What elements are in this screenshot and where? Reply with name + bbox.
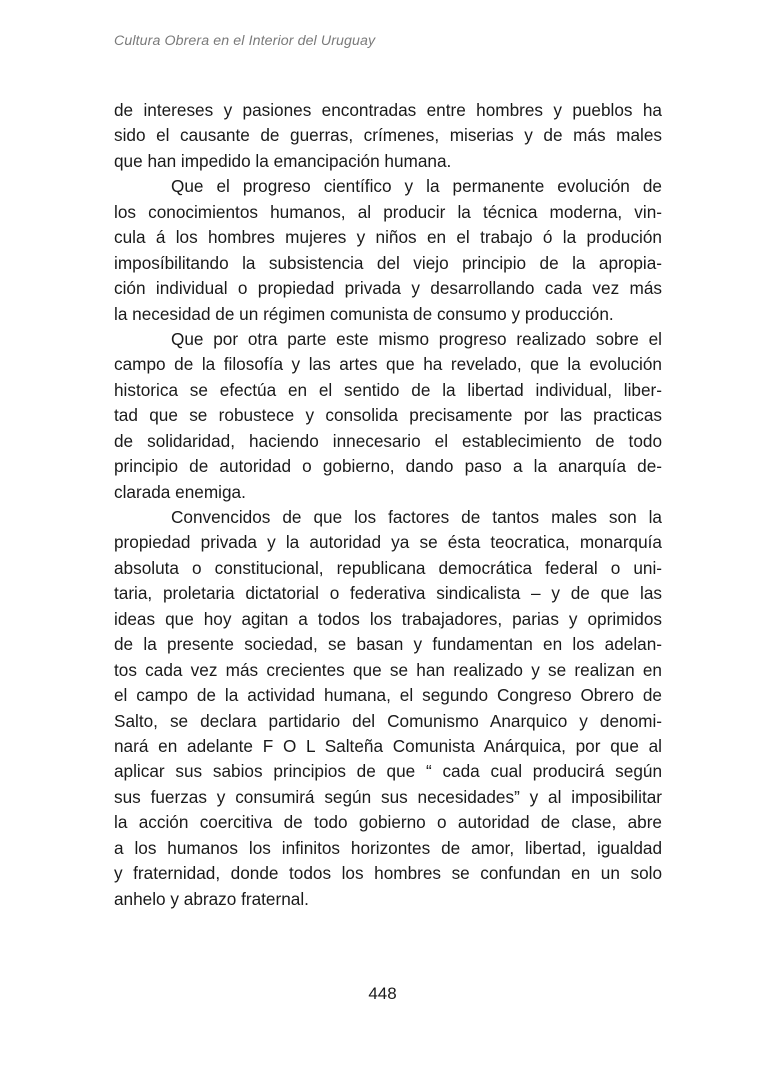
text-line: sido el causante de guerras, crímenes, miserias y de más males [114,125,662,146]
text-line: nará en adelante F O L Salteña Comunista Anárquica, por que al [114,735,662,756]
body-text [114,98,662,912]
text-line: y fraternidad, donde todos los hombres se confundan en un solo [114,863,662,884]
text-line: Que el progreso científico y la permanente evolución de [171,176,662,197]
text-line: Que por otra parte este mismo progreso realizado sobre el [171,328,662,349]
text-line: sus fuerzas y consumirá según sus necesidades” y al imposibilitar [114,786,662,807]
text-line: Convencidos de que los factores de tantos males son la [171,507,662,527]
text-line: de la presente sociedad, se basan y fundamentan en los adelan- [114,634,662,655]
paragraph [114,174,662,327]
text-line: la necesidad de un régimen comunista de consumo y producción. [114,303,614,324]
paragraph [114,505,662,912]
text-line: propiedad privada y la autoridad ya se ésta teocratica, monarquía [114,532,662,553]
text-line: que han impedido la emancipación humana. [114,150,452,171]
text-line: principio de autoridad o gobierno, dando paso a la anarquía de- [114,456,662,477]
paragraph [114,327,662,505]
text-line: de intereses y pasiones encontradas entre hombres y pueblos ha [114,100,662,120]
text-line: la acción coercitiva de todo gobierno o autoridad de clase, abre [114,812,662,833]
text-line: anhelo y abrazo fraternal. [114,888,309,909]
text-line: a los humanos los infinitos horizontes de amor, libertad, igualdad [114,837,662,858]
text-line: los conocimientos humanos, al producir la técnica moderna, vin- [114,201,662,222]
text-line: aplicar sus sabios principios de que “ cada cual producirá según [114,761,662,782]
text-line: campo de la filosofía y las artes que ha revelado, que la evolución [114,354,662,375]
text-line: ideas que hoy agitan a todos los trabajadores, parias y oprimidos [114,608,662,629]
text-line: de solidaridad, haciendo innecesario el establecimiento de todo [114,430,662,451]
text-line: imposíbilitando la subsistencia del viejo principio de la apropia- [114,252,662,273]
text-line: tos cada vez más crecientes que se han realizado y se realizan en [114,659,662,680]
text-line: Salto, se declara partidario del Comunismo Anarquico y denomi- [114,710,662,731]
running-header: Cultura Obrera en el Interior del Uruguay [114,33,376,49]
text-line: tad que se robustece y consolida precisamente por las practicas [114,405,662,426]
text-line: historica se efectúa en el sentido de la libertad individual, liber- [114,379,662,400]
paragraph [114,98,662,174]
text-line: ción individual o propiedad privada y desarrollando cada vez más [114,278,662,299]
page-number: 448 [368,984,397,1003]
text-line: absoluta o constitucional, republicana democrática federal o uni- [114,557,662,578]
text-line: el campo de la actividad humana, el segundo Congreso Obrero de [114,685,662,706]
text-line: taria, proletaria dictatorial o federativa sindicalista – y de que las [114,583,662,604]
text-line: cula á los hombres mujeres y niños en el trabajo ó la produción [114,227,662,248]
text-line: clarada enemiga. [114,481,246,502]
